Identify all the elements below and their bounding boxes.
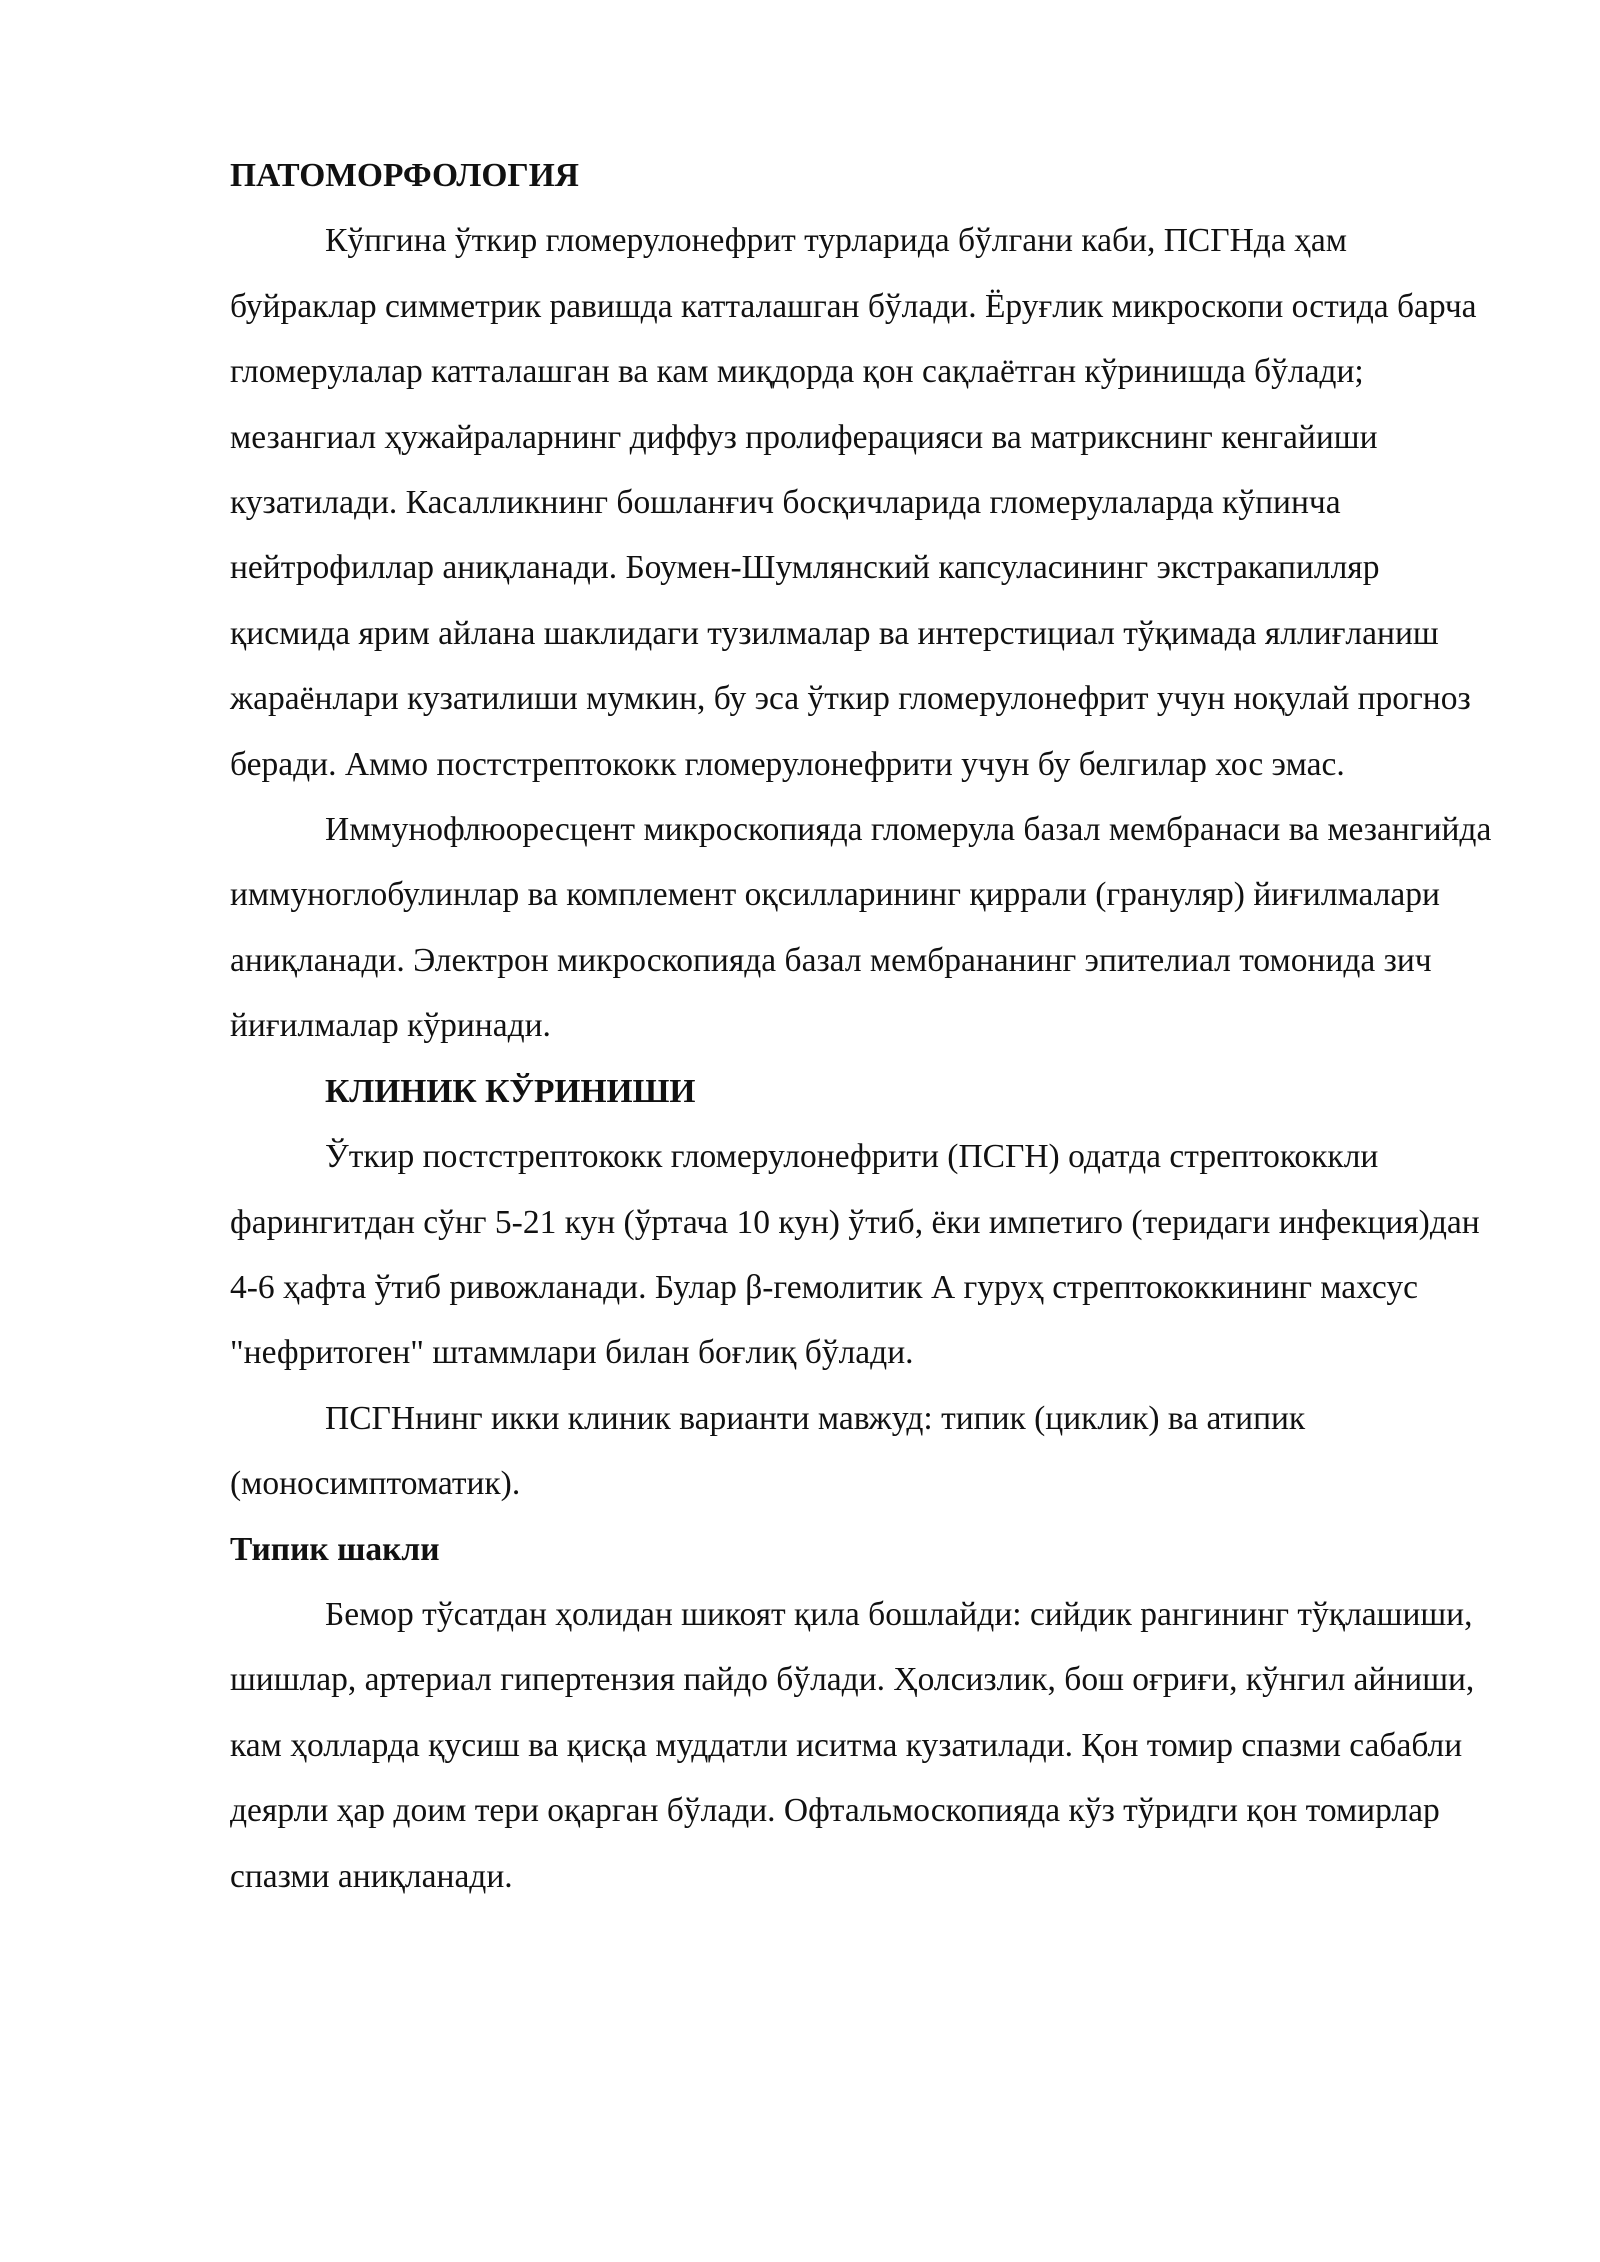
pathomorphology-heading: ПАТОМОРФОЛОГИЯ <box>230 157 579 194</box>
document-body <box>230 143 1500 1909</box>
pathomorphology-paragraph-2: Иммунофлюоресцент микроскопияда гломерула базал мембранаси ва мезангийда иммуноглобулинлар ва комплемент оқсилларининг қиррали (грануляр) йиғилмалари аниқланади. Электрон микроскопияда базал мембрананинг эпителиал томонида зич йиғилмалар кўринади. <box>230 811 1492 1045</box>
clinical-heading: КЛИНИК КЎРИНИШИ <box>325 1072 696 1110</box>
pathomorphology-paragraph-1: Кўпгина ўткир гломерулонефрит турларида бўлгани каби, ПСГНда ҳам буйраклар симметрик равишда катталашган бўлади. Ёруғлик микроскопи остида барча гломерулалар катталашган ва кам миқдорда қон сақлаётган кўринишда бўлади; мезангиал ҳужайраларнинг диффуз пролиферацияси ва матрикснинг кенгайиши кузатилади. Касалликнинг бошланғич босқичларида гломерулаларда кўпинча нейтрофиллар аниқланади. Боумен-Шумлянский капсуласининг экстракапилляр қисмида ярим айлана шаклидаги тузилмалар ва интерстициал тўқимада яллиғланиш жараёнлари кузатилиши мумкин, бу эса ўткир гломерулонефрит учун ноқулай прогноз беради. Аммо постстрептококк гломерулонефрити учун бу белгилар хос эмас. <box>230 222 1477 783</box>
clinical-paragraph-1: Ўткир постстрептококк гломерулонефрити (ПСГН) одатда стрептококкли фарингитдан сўнг 5-21 кун (ўртача 10 кун) ўтиб, ёки импетиго (теридаги инфекция)дан 4-6 ҳафта ўтиб ривожланади. Булар β-гемолитик А гуруҳ стрептококкининг махсус "нефритоген" штаммлари билан боғлиқ бўлади. <box>230 1138 1480 1372</box>
clinical-paragraph-2: ПСГНнинг икки клиник варианти мавжуд: типик (циклик) ва атипик (моносимптоматик). <box>230 1399 1306 1503</box>
typical-form-paragraph-1: Бемор тўсатдан ҳолидан шикоят қила бошлайди: сийдик рангининг тўқлашиши, шишлар, артериал гипертензия пайдо бўлади. Ҳолсизлик, бош оғриғи, кўнгил айниши, кам ҳолларда қусиш ва қисқа муддатли иситма кузатилади. Қон томир спазми сабабли деярли ҳар доим тери оқарган бўлади. Офтальмоскопияда кўз тўридги қон томирлар спазми аниқланади. <box>230 1595 1475 1895</box>
typical-form-heading: Типик шакли <box>230 1530 440 1568</box>
